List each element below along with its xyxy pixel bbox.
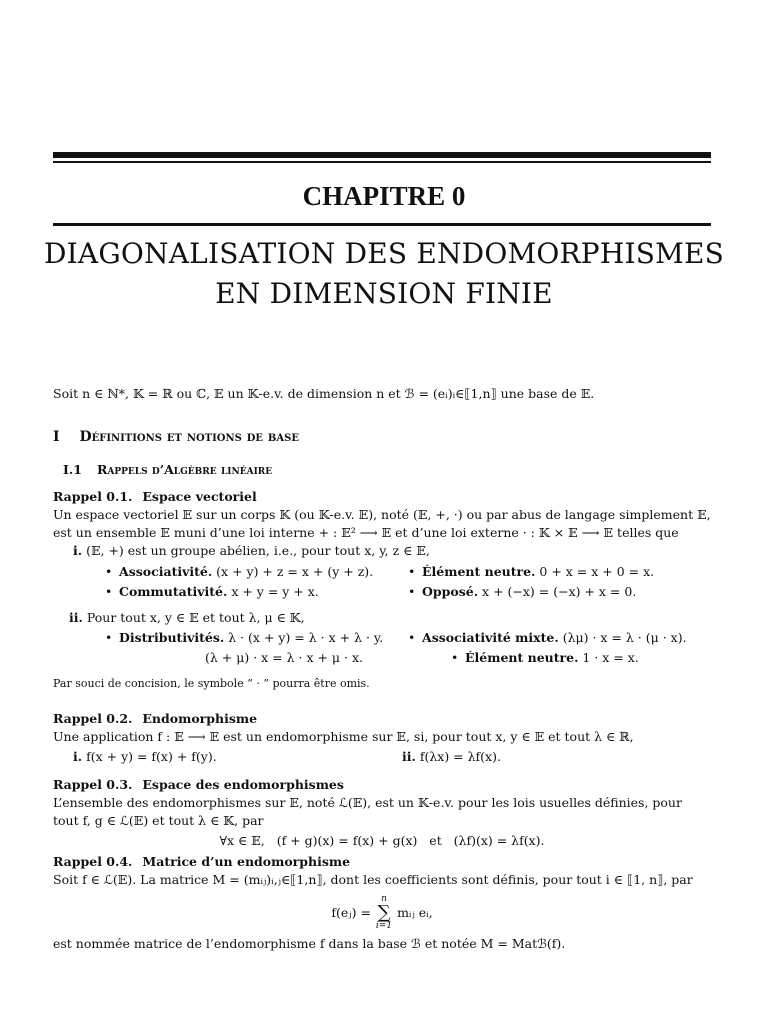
property-associativite bbox=[105, 563, 408, 581]
rappel-name: Endomorphisme bbox=[142, 711, 258, 726]
property-element-neutre-scalar bbox=[451, 649, 711, 667]
chapter-title-line-1: DIAGONALISATION DES ENDOMORPHISMES bbox=[43, 237, 724, 270]
item-i-text: (𝔼, +) est un groupe abélien, i.e., pour tout x, y, z ∈ 𝔼, bbox=[86, 543, 430, 559]
chapter-label: CHAPITRE 0 bbox=[302, 181, 466, 211]
condition-label: i. bbox=[73, 748, 83, 764]
rappel-conclusion: est nommée matrice de l’endomorphisme f dans la base ℬ et notée M = Matℬ(f). bbox=[53, 935, 566, 951]
formula-rhs: mᵢⱼ eᵢ, bbox=[397, 904, 433, 920]
condition-formula: f(x + y) = f(x) + f(y). bbox=[86, 748, 217, 764]
property-oppose bbox=[408, 583, 711, 601]
property-label: Élément neutre. bbox=[465, 650, 579, 665]
property-formula: (x + y) + z = x + (y + z). bbox=[216, 564, 374, 579]
rappel-heading bbox=[53, 488, 711, 506]
rappel-number: Rappel 0.2. bbox=[53, 711, 133, 726]
condition-formula: f(λx) = λf(x). bbox=[419, 748, 501, 764]
subsection-heading bbox=[63, 461, 721, 479]
property-label: Commutativité. bbox=[119, 583, 228, 599]
property-formula: (λ + μ) · x = λ · x + μ · x. bbox=[205, 650, 363, 665]
rappel-heading bbox=[53, 853, 711, 871]
rappel-text: Une application f : 𝔼 ⟶ 𝔼 est un endomorphisme sur 𝔼, si, pour tout x, y ∈ 𝔼 et tout λ ∈ ℝ, bbox=[53, 728, 634, 744]
endomorphism-conditions bbox=[73, 748, 711, 766]
rappel-0-1 bbox=[53, 488, 711, 691]
sum-upper-bound: n bbox=[381, 893, 387, 904]
top-rule-thick bbox=[53, 152, 711, 158]
middle-rule bbox=[53, 223, 711, 226]
group-properties-row-1 bbox=[105, 563, 711, 581]
item-ii bbox=[69, 609, 711, 627]
top-rule-thin bbox=[53, 161, 711, 163]
item-i-label: i. bbox=[73, 543, 83, 559]
property-formula: x + (−x) = (−x) + x = 0. bbox=[482, 583, 637, 599]
property-distributivites bbox=[105, 629, 408, 647]
sum-operator bbox=[376, 895, 392, 931]
chapter-title bbox=[0, 234, 768, 314]
property-formula: x + y = y + x. bbox=[231, 583, 319, 599]
sum-symbol: ∑ bbox=[377, 901, 391, 923]
property-associativite-mixte bbox=[408, 629, 711, 647]
intro-paragraph: Soit n ∈ ℕ*, 𝕂 = ℝ ou ℂ, 𝔼 un 𝕂-e.v. de dimension n et ℬ = (eᵢ)ᵢ∈⟦1,n⟧ une base de 𝔼. bbox=[53, 386, 595, 401]
rappel-text: Soit f ∈ ℒ(𝔼). La matrice M = (mᵢⱼ)ᵢ,ⱼ∈⟦1,n⟧, dont les coefficients sont définis, pour tout i ∈ ⟦1, n⟧, par bbox=[53, 871, 693, 887]
rappel-text: L’ensemble des endomorphismes sur 𝔼, noté ℒ(𝔼), est un 𝕂-e.v. pour les lois usuelles définies, pour tout f, g ∈ ℒ(𝔼) et tout λ ∈ 𝕂, par bbox=[53, 794, 682, 828]
rappel-name: Espace des endomorphismes bbox=[142, 777, 344, 792]
scalar-properties-row-1 bbox=[105, 629, 711, 647]
condition-label: ii. bbox=[402, 748, 416, 764]
item-ii-text: Pour tout x, y ∈ 𝔼 et tout λ, μ ∈ 𝕂, bbox=[86, 609, 305, 625]
property-label: Opposé. bbox=[422, 583, 479, 599]
rappel-formula: ∀x ∈ 𝔼, (f + g)(x) = f(x) + g(x) et (λf)(x) = λf(x). bbox=[219, 833, 545, 849]
matrix-formula bbox=[53, 893, 711, 933]
subsection-number: I.1 bbox=[63, 462, 82, 477]
chapter-title-line-2: EN DIMENSION FINIE bbox=[215, 277, 553, 310]
property-formula: 1 · x = x. bbox=[582, 650, 639, 665]
property-formula: λ · (x + y) = λ · x + λ · y. bbox=[228, 630, 384, 646]
section-heading bbox=[53, 428, 711, 448]
rappel-0-4 bbox=[53, 853, 711, 952]
item-i bbox=[73, 542, 711, 560]
rappel-name: Espace vectoriel bbox=[142, 489, 257, 504]
property-commutativite bbox=[105, 583, 408, 601]
property-element-neutre bbox=[408, 563, 711, 581]
property-formula: (λμ) · x = λ · (μ · x). bbox=[562, 630, 687, 646]
formula-lhs: f(eⱼ) = bbox=[331, 904, 371, 920]
condition-ii bbox=[382, 748, 711, 766]
property-label: Associativité. bbox=[119, 564, 213, 579]
rappel-number: Rappel 0.4. bbox=[53, 854, 133, 869]
concision-note: Par souci de concision, le symbole “ · ” pourra être omis. bbox=[53, 676, 370, 690]
scalar-properties-row-2 bbox=[105, 649, 711, 667]
condition-i bbox=[73, 748, 382, 766]
sum-lower-bound: i=1 bbox=[375, 920, 393, 931]
property-distributivites-second bbox=[105, 649, 451, 667]
subsection-title: Rappels d’Algèbre linéaire bbox=[96, 462, 273, 477]
rappel-heading bbox=[53, 776, 711, 794]
rappel-0-3 bbox=[53, 776, 711, 850]
group-properties-row-2 bbox=[105, 583, 711, 601]
property-label: Élément neutre. bbox=[422, 564, 536, 579]
rappel-number: Rappel 0.3. bbox=[53, 777, 133, 792]
property-label: Associativité mixte. bbox=[422, 630, 559, 646]
property-label: Distributivités. bbox=[119, 630, 225, 646]
item-ii-label: ii. bbox=[69, 609, 83, 625]
section-number: I bbox=[53, 429, 60, 445]
rappel-0-2 bbox=[53, 710, 711, 765]
rappel-name: Matrice d’un endomorphisme bbox=[142, 854, 351, 869]
rappel-number: Rappel 0.1. bbox=[53, 489, 133, 504]
property-formula: 0 + x = x + 0 = x. bbox=[539, 564, 655, 579]
rappel-heading bbox=[53, 710, 711, 728]
section-title: Définitions et notions de base bbox=[79, 429, 299, 445]
rappel-text: Un espace vectoriel 𝔼 sur un corps 𝕂 (ou 𝕂-e.v. 𝔼), noté (𝔼, +, ·) ou par abus de langage simplement 𝔼, est un ensemble 𝔼 muni d’une loi interne + : 𝔼² ⟶ 𝔼 et d’une loi externe · : 𝕂 × 𝔼 ⟶ 𝔼 telles que bbox=[53, 506, 711, 540]
